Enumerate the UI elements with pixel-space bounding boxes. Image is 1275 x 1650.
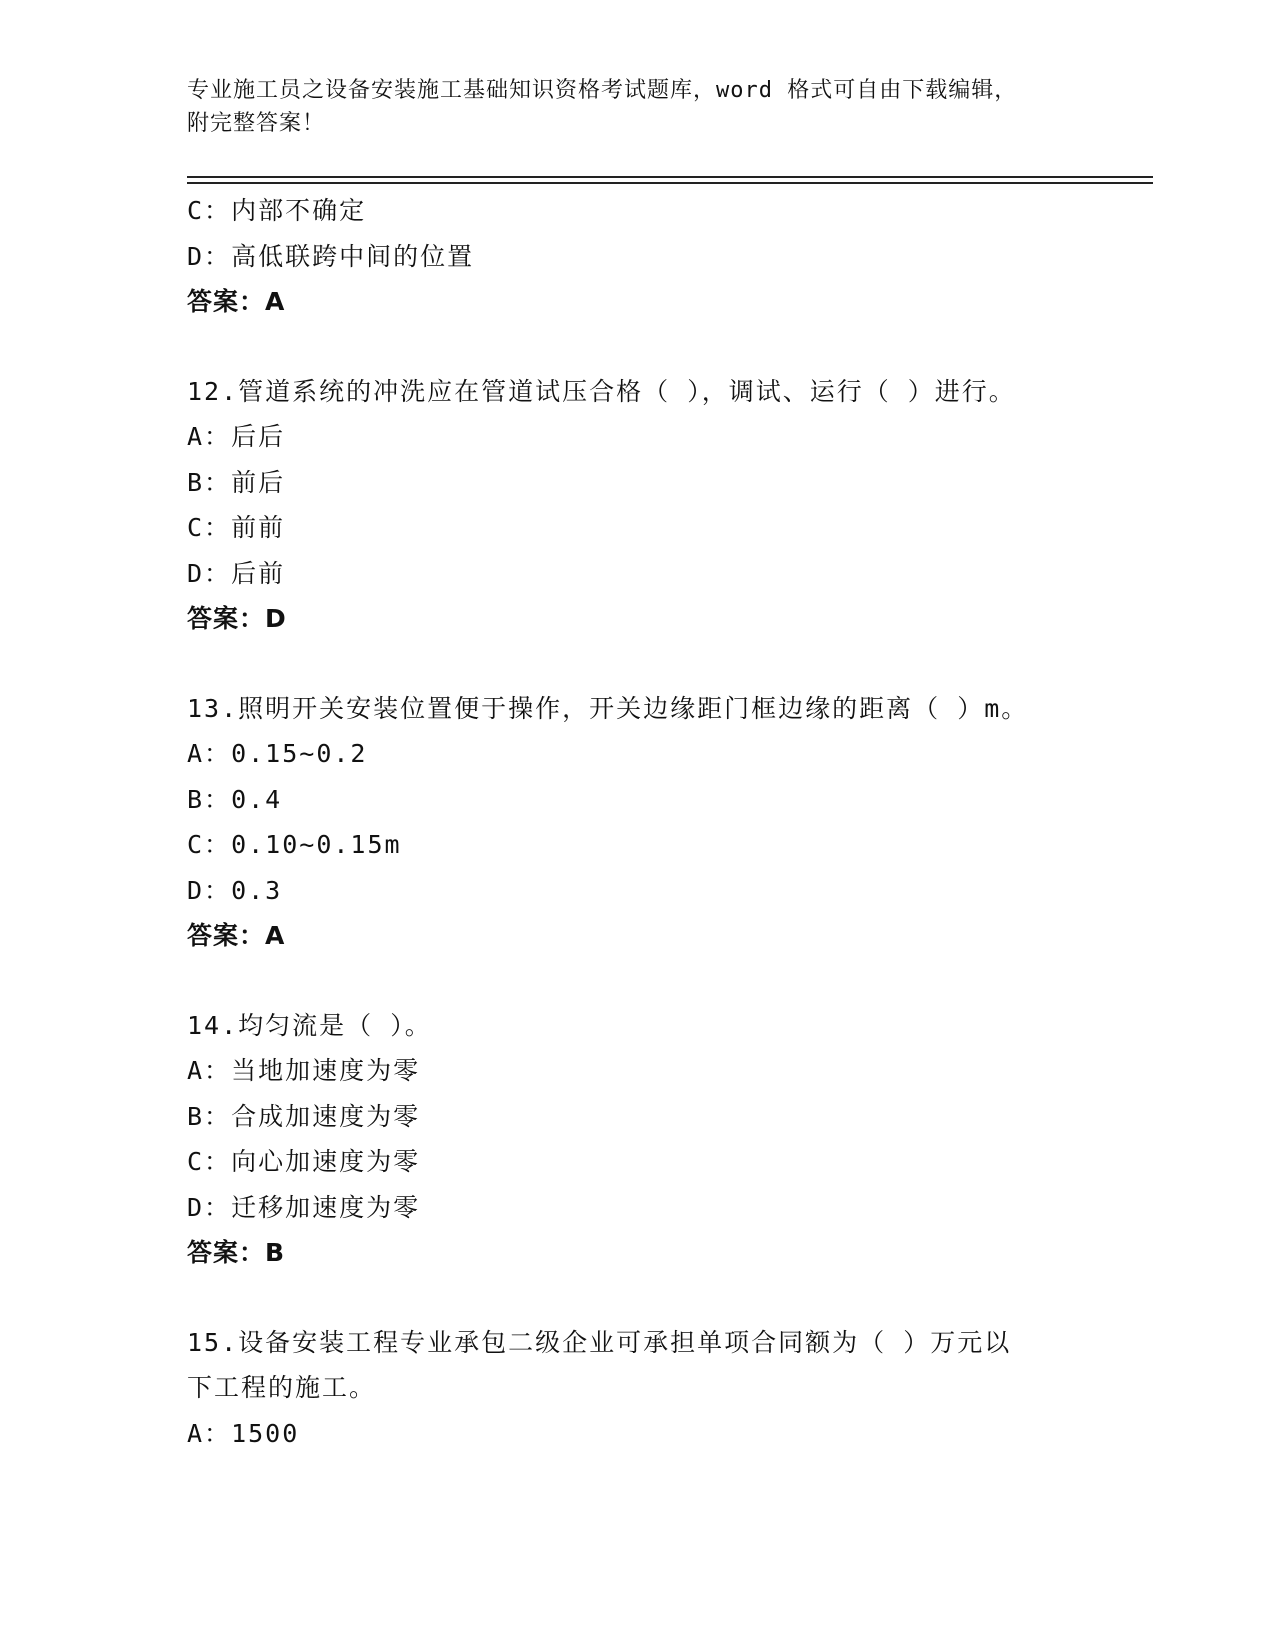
question-stem: 12.管道系统的冲洗应在管道试压合格（ ），调试、运行（ ）进行。 [187, 376, 1016, 406]
option-text: 当地加速度为零 [231, 1056, 421, 1085]
header-divider-bottom [187, 182, 1153, 184]
option-label: D： [187, 875, 232, 905]
option-label: D： [187, 241, 232, 271]
option-text: 合成加速度为零 [231, 1101, 421, 1131]
option-d [187, 234, 1087, 280]
answer-line: 答案：A [187, 287, 286, 316]
option-label: B： [187, 467, 232, 497]
header-divider-top [187, 176, 1153, 178]
option-b [187, 460, 1087, 506]
spacer [187, 959, 1087, 1003]
option-c [187, 822, 1087, 868]
answer-line: 答案：B [187, 1238, 286, 1267]
option-text: 0.3 [231, 875, 283, 905]
option-label: A： [187, 1418, 232, 1448]
option-text: 后后 [231, 422, 286, 451]
option-c [187, 1139, 1087, 1185]
option-label: C： [187, 830, 232, 859]
document-header [187, 74, 1067, 140]
question-stem: 13.照明开关安装位置便于操作，开关边缘距门框边缘的距离（ ）m。 [187, 693, 1029, 723]
option-b [187, 1094, 1087, 1140]
option-label: C： [187, 513, 232, 542]
option-text: 0.4 [231, 784, 283, 814]
option-text: 0.10~0.15m [231, 830, 402, 859]
option-label: A： [187, 739, 232, 768]
answer-line: 答案：A [187, 921, 286, 950]
spacer [187, 1276, 1087, 1320]
option-text: 向心加速度为零 [231, 1147, 421, 1176]
option-text: 内部不确定 [231, 196, 367, 225]
option-d [187, 1185, 1087, 1231]
option-text: 前后 [231, 467, 286, 497]
option-d [187, 551, 1087, 597]
header-line-2: 附完整答案！ [187, 111, 326, 136]
option-label: A： [187, 1056, 232, 1085]
question-stem: 15.设备安装工程专业承包二级企业可承担单项合同额为（ ）万元以 [187, 1327, 1012, 1357]
option-label: B： [187, 1101, 232, 1131]
option-c [187, 188, 1087, 234]
option-text: 后前 [231, 558, 286, 588]
option-label: C： [187, 1147, 232, 1176]
option-text: 1500 [231, 1418, 300, 1448]
option-text: 迁移加速度为零 [231, 1192, 421, 1222]
option-label: C： [187, 196, 232, 225]
option-a [187, 414, 1087, 460]
spacer [187, 325, 1087, 369]
question-stem: 14.均匀流是（ ）。 [187, 1010, 432, 1040]
option-a [187, 731, 1087, 777]
header-line-1: 专业施工员之设备安装施工基础知识资格考试题库，word 格式可自由下载编辑， [187, 78, 1018, 103]
option-label: A： [187, 422, 232, 451]
question-stem-continued: 下工程的施工。 [187, 1373, 377, 1402]
option-text: 前前 [231, 513, 286, 542]
option-text: 0.15~0.2 [231, 739, 368, 768]
option-label: D： [187, 1192, 232, 1222]
option-text: 高低联跨中间的位置 [231, 241, 475, 271]
option-label: D： [187, 558, 232, 588]
question-content [187, 188, 1087, 1456]
option-a [187, 1048, 1087, 1094]
option-c [187, 505, 1087, 551]
option-d [187, 868, 1087, 914]
spacer [187, 642, 1087, 686]
option-a [187, 1411, 1087, 1457]
option-b [187, 777, 1087, 823]
answer-line: 答案：D [187, 604, 287, 633]
option-label: B： [187, 784, 232, 814]
